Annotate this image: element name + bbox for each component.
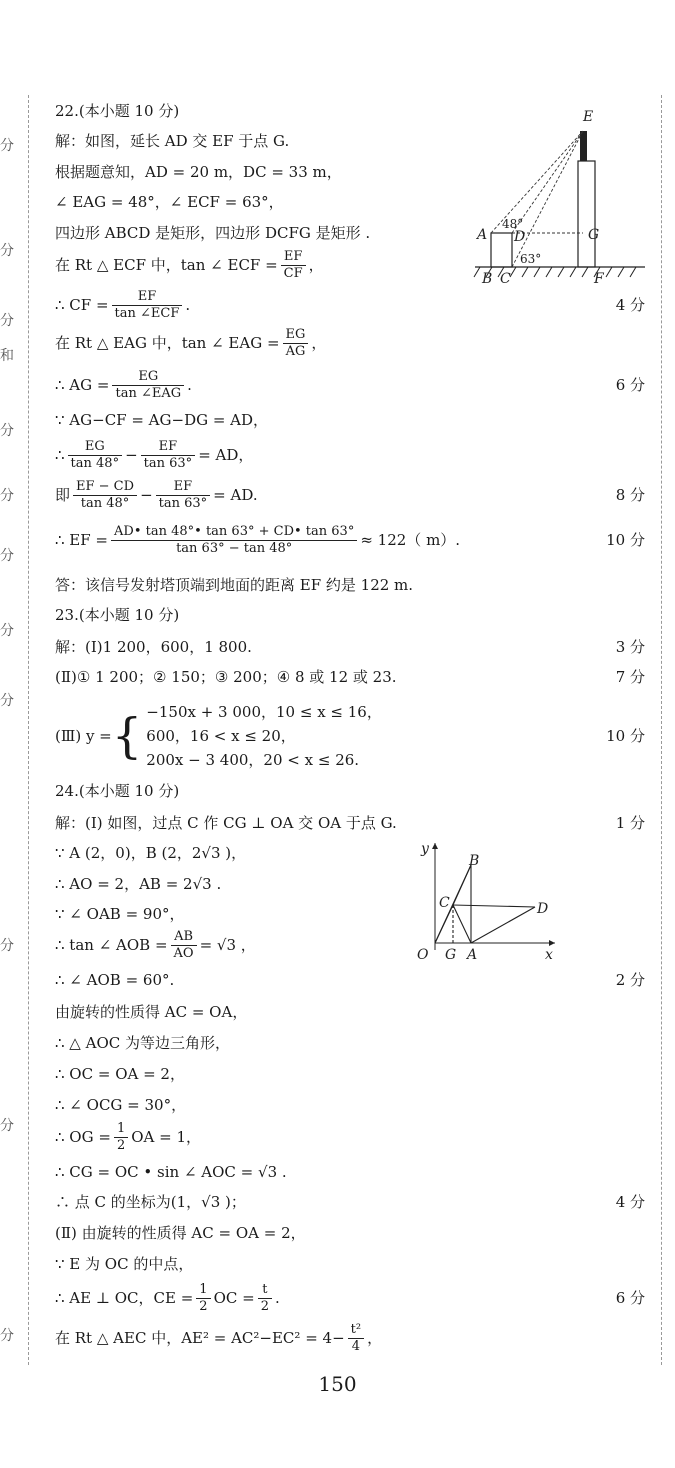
fraction-numerator: EF	[156, 479, 211, 496]
fig1-angle-48: 48°	[502, 217, 524, 231]
fig1-label-E: E	[583, 109, 594, 125]
fraction	[196, 1282, 210, 1315]
fraction	[141, 439, 196, 472]
line-text: ∴ CG = OC • sin ∠ AOC = √3 .	[55, 1163, 287, 1181]
line-suffix: = AD，	[198, 446, 254, 464]
fig1-label-C: C	[500, 271, 511, 285]
line-suffix: .	[185, 296, 191, 314]
line-text: 答：该信号发射塔顶端到地面的距离 EF 约是 122 m.	[55, 576, 414, 594]
right-dashed-border	[661, 95, 662, 1365]
fraction-numerator: t²	[348, 1322, 364, 1339]
fig1-label-D: D	[514, 229, 526, 245]
solution-line	[55, 662, 645, 692]
line-text: 在 Rt △ AEC 中，AE² = AC²−EC² = 4−	[55, 1329, 345, 1347]
line-text: 在 Rt △ ECF 中，tan ∠ ECF =	[55, 256, 278, 274]
fig1-label-G: G	[588, 227, 600, 243]
line-text: ∵ ∠ OAB = 90°，	[55, 905, 185, 923]
fraction-numerator: 1	[114, 1121, 128, 1138]
solution-line	[55, 808, 645, 838]
line-text: 解：(Ⅰ) 如图，过点 C 作 CG ⊥ OA 交 OA 于点 G.	[55, 814, 397, 832]
figure-tower	[470, 105, 675, 285]
fraction	[258, 1282, 272, 1315]
fraction-numerator: AB	[171, 929, 197, 946]
score-mark: 7 分	[615, 668, 645, 686]
piecewise-cases	[146, 700, 382, 772]
line-suffix: .	[187, 376, 192, 394]
score-mark: 4 分	[615, 296, 645, 314]
line-text: (Ⅲ) y =	[55, 727, 112, 745]
line-text: ∵ E 为 OC 的中点，	[55, 1255, 194, 1273]
fraction	[171, 929, 197, 962]
margin-char: 分	[0, 1328, 14, 1344]
line-operator: OC =	[213, 1289, 255, 1307]
line-suffix: = AD.	[213, 486, 258, 504]
margin-char: 分	[0, 138, 14, 154]
solution-line	[55, 328, 645, 358]
line-text: (Ⅱ) 由旋转的性质得 AC = OA = 2，	[55, 1224, 306, 1242]
margin-char: 分	[0, 938, 14, 954]
line-text: 由旋转的性质得 AC = OA，	[55, 1003, 248, 1021]
line-text: ∴	[55, 446, 65, 464]
line-text: ∴ △ AOC 为等边三角形，	[55, 1034, 230, 1052]
line-text: 24.(本小题 10 分)	[55, 782, 180, 800]
line-text: 即	[55, 486, 71, 504]
solution-line	[55, 290, 645, 320]
score-mark: 4 分	[615, 1193, 645, 1211]
line-suffix: ，	[308, 256, 324, 274]
fig1-angle-63: 63°	[520, 252, 542, 266]
solution-line	[55, 1122, 645, 1152]
solution-line	[55, 997, 645, 1027]
left-dashed-border	[28, 95, 29, 1365]
line-text: ∴ OG =	[55, 1128, 111, 1146]
line-text: ∴ ∠ AOB = 60°.	[55, 971, 175, 989]
margin-char: 分	[0, 693, 14, 709]
margin-char: 分	[0, 623, 14, 639]
margin-char: 分	[0, 1118, 14, 1134]
fraction-numerator: EF	[141, 439, 196, 456]
solution-line	[55, 525, 645, 555]
line-text: ∴ AE ⊥ OC，CE =	[55, 1289, 194, 1307]
solution-line	[55, 1059, 645, 1089]
line-text: ∴ OC = OA = 2，	[55, 1065, 185, 1083]
brace-symbol: {	[111, 708, 143, 764]
fraction	[112, 369, 184, 402]
fraction-denominator: tan ∠EAG	[115, 385, 182, 401]
score-mark: 8 分	[615, 486, 645, 504]
score-mark: 6 分	[615, 1289, 645, 1307]
fraction-denominator: AG	[285, 343, 306, 359]
fig2-label-A: A	[467, 947, 478, 963]
fraction-numerator: EF	[112, 289, 183, 306]
line-operator: −	[125, 446, 138, 464]
fraction-denominator: tan 48°	[70, 455, 120, 471]
margin-char: 和	[0, 348, 14, 364]
fraction-denominator: 2	[199, 1298, 208, 1314]
fraction-denominator: CF	[283, 265, 303, 281]
fraction-numerator: 1	[196, 1282, 210, 1299]
score-mark: 6 分	[615, 376, 645, 394]
fraction-denominator: tan 48°	[80, 495, 130, 511]
line-suffix: OA = 1，	[131, 1128, 201, 1146]
line-text: 根据题意知，AD = 20 m，DC = 33 m，	[55, 163, 342, 181]
page-number: 150	[318, 1372, 357, 1396]
fraction	[281, 249, 306, 282]
fraction-denominator: tan 63°	[143, 455, 193, 471]
fig2-label-B: B	[469, 853, 480, 869]
fig2-label-x: x	[545, 947, 553, 963]
solution-line	[55, 600, 645, 630]
solution-line	[55, 570, 645, 600]
line-suffix: ≈ 122（ m）.	[360, 531, 461, 549]
margin-char: 分	[0, 313, 14, 329]
fraction-numerator: EG	[68, 439, 123, 456]
line-text: 在 Rt △ EAG 中，tan ∠ EAG =	[55, 334, 280, 352]
score-mark: 10 分	[606, 727, 645, 745]
piecewise-case: 600，16 < x ≤ 20，	[146, 727, 296, 745]
fraction	[283, 327, 309, 360]
fraction-denominator: tan 63° − tan 48°	[176, 540, 293, 556]
fraction-denominator: tan ∠ECF	[114, 305, 180, 321]
fraction-numerator: t	[258, 1282, 272, 1299]
score-mark: 1 分	[615, 814, 645, 832]
fraction-denominator: AO	[173, 945, 194, 961]
line-suffix: = √3 ，	[199, 936, 256, 954]
fraction-numerator: EG	[283, 327, 309, 344]
solution-line	[55, 1028, 645, 1058]
fraction-denominator: tan 63°	[158, 495, 208, 511]
fig2-label-G: G	[445, 947, 457, 963]
line-text: ∴ ∠ OCG = 30°，	[55, 1096, 187, 1114]
fraction	[73, 479, 137, 512]
score-mark: 3 分	[615, 638, 645, 656]
line-text: ∵ A (2，0)，B (2，2√3 )，	[55, 844, 247, 862]
line-suffix: ，	[311, 334, 327, 352]
piecewise-case: 200x − 3 400，20 < x ≤ 26.	[146, 751, 360, 769]
solution-line	[55, 405, 645, 435]
fraction	[111, 524, 357, 557]
solution-line	[55, 700, 645, 772]
fraction	[114, 1121, 128, 1154]
solution-line	[55, 776, 645, 806]
figure-coordinate	[405, 835, 565, 965]
solution-line	[55, 480, 645, 510]
score-mark: 2 分	[615, 971, 645, 989]
fraction-denominator: 2	[260, 1298, 269, 1314]
solution-line	[55, 370, 645, 400]
fig1-label-A: A	[477, 227, 488, 243]
line-text: 解：如图，延长 AD 交 EF 于点 G.	[55, 132, 290, 150]
solution-line	[55, 440, 645, 470]
piecewise-case: −150x + 3 000，10 ≤ x ≤ 16，	[146, 703, 382, 721]
line-text: ∴ tan ∠ AOB =	[55, 936, 168, 954]
fraction-numerator: EF	[281, 249, 306, 266]
line-text: ∠ EAG = 48°，∠ ECF = 63°，	[55, 193, 284, 211]
fig2-label-C: C	[439, 895, 450, 911]
fraction-numerator: EG	[112, 369, 184, 386]
fraction	[348, 1322, 364, 1355]
fraction-denominator: 4	[351, 1338, 360, 1354]
fraction-numerator: EF − CD	[73, 479, 137, 496]
line-text: ∴ 点 C 的坐标为(1，√3 )；	[55, 1193, 246, 1211]
line-text: ∴ AG =	[55, 376, 110, 394]
line-suffix: ，	[367, 1329, 383, 1347]
score-mark: 10 分	[606, 531, 645, 549]
solution-line	[55, 1218, 645, 1248]
fraction-denominator: 2	[116, 1137, 126, 1153]
line-text: ∴ EF =	[55, 531, 109, 549]
line-suffix: .	[274, 1289, 280, 1307]
line-text: 四边形 ABCD 是矩形，四边形 DCFG 是矩形 .	[55, 224, 371, 242]
margin-char: 分	[0, 423, 14, 439]
line-text: 22.(本小题 10 分)	[55, 102, 180, 120]
solution-line	[55, 1090, 645, 1120]
line-text: 解：(Ⅰ)1 200，600，1 800.	[55, 638, 252, 656]
fraction	[156, 479, 211, 512]
fig2-label-y: y	[421, 841, 429, 857]
line-operator: −	[140, 486, 153, 504]
fig1-label-F: F	[594, 271, 604, 285]
fraction-numerator: AD• tan 48°• tan 63° + CD• tan 63°	[111, 524, 357, 541]
margin-char: 分	[0, 488, 14, 504]
line-text: ∴ CF =	[55, 296, 109, 314]
solution-line	[55, 1187, 645, 1217]
fraction	[112, 289, 183, 322]
fig2-label-D: D	[537, 901, 549, 917]
line-text: ∵ AG−CF = AG−DG = AD，	[55, 411, 269, 429]
fig2-label-O: O	[417, 947, 429, 963]
line-text: 23.(本小题 10 分)	[55, 606, 180, 624]
line-text: (Ⅱ)① 1 200；② 150；③ 200；④ 8 或 12 或 23.	[55, 668, 397, 686]
solution-line	[55, 1283, 645, 1313]
line-text: ∴ AO = 2，AB = 2√3 .	[55, 875, 222, 893]
margin-char: 分	[0, 243, 14, 259]
solution-line	[55, 965, 645, 995]
solution-line	[55, 1249, 645, 1279]
solution-line	[55, 1323, 645, 1353]
fraction	[68, 439, 123, 472]
fig1-label-B: B	[482, 271, 493, 285]
margin-char: 分	[0, 548, 14, 564]
solution-line	[55, 632, 645, 662]
solution-line	[55, 1157, 645, 1187]
